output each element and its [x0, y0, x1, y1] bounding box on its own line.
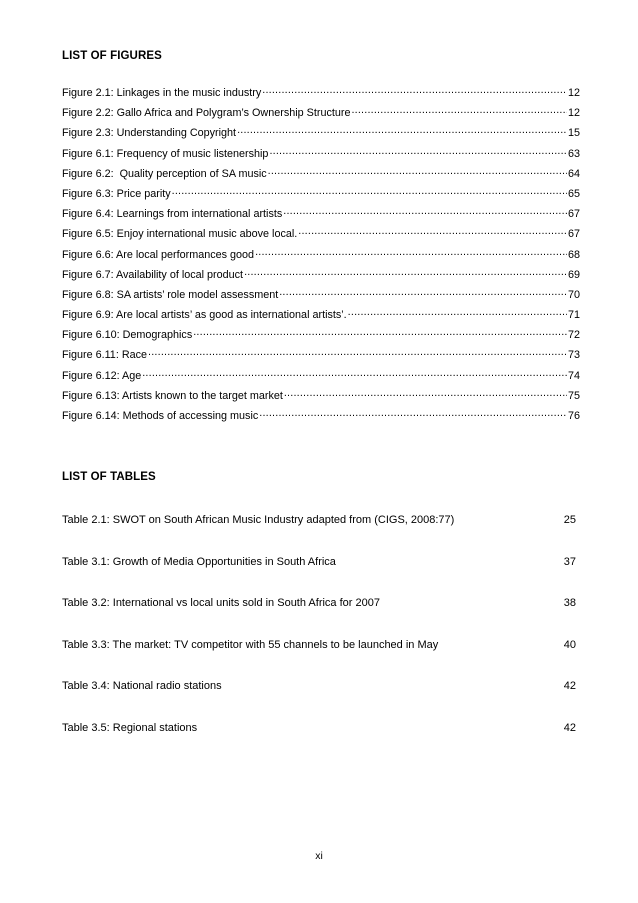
dot-leader — [259, 407, 567, 419]
figure-title: Figure 2.2: Gallo Africa and Polygram’s Ownership Structure — [62, 107, 351, 120]
table-title: Table 2.1: SWOT on South African Music Industry adapted from (CIGS, 2008:77) — [62, 514, 455, 526]
figure-entry — [62, 326, 580, 346]
table-title: Table 3.2: International vs local units sold in South Africa for 2007 — [62, 597, 380, 610]
figure-entry — [62, 387, 580, 407]
dot-leader — [284, 387, 567, 399]
dot-leader — [348, 306, 567, 318]
figure-page-number: 71 — [567, 309, 580, 322]
table-entry — [62, 597, 576, 639]
figure-title: Figure 2.1: Linkages in the music industry — [62, 87, 262, 99]
figure-title: Figure 6.6: Are local performances good — [62, 248, 255, 261]
figure-entry — [62, 346, 580, 366]
figure-title: Figure 6.4: Learnings from international artists — [62, 208, 283, 221]
dot-leader — [279, 286, 567, 298]
figure-entry — [62, 246, 580, 266]
figure-entry — [62, 124, 580, 144]
dot-leader — [298, 225, 567, 237]
figure-title: Figure 6.9: Are local artists’ as good as international artists’. — [62, 309, 347, 322]
figure-title: Figure 6.3: Price parity — [62, 187, 171, 200]
figure-page-number: 68 — [567, 248, 580, 261]
table-title: Table 3.1: Growth of Media Opportunities in South Africa — [62, 555, 336, 568]
figure-title: Figure 6.10: Demographics — [62, 329, 193, 342]
dot-leader — [193, 326, 567, 338]
figure-page-number: 75 — [567, 389, 580, 402]
figure-page-number: 72 — [567, 329, 580, 342]
dot-leader — [172, 185, 567, 197]
dot-leader — [262, 84, 567, 96]
figure-title: Figure 2.3: Understanding Copyright — [62, 127, 237, 140]
dot-leader — [268, 165, 567, 177]
dot-leader — [244, 266, 567, 278]
table-title: Table 3.3: The market: TV competitor with 55 channels to be launched in May — [62, 638, 439, 651]
figure-page-number: 67 — [567, 228, 580, 241]
page-number: xi — [315, 850, 323, 862]
table-page-number: 42 — [563, 721, 576, 734]
figure-title: Figure 6.11: Race — [62, 349, 148, 362]
figure-title: Figure 6.14: Methods of accessing music — [62, 410, 259, 422]
dot-leader — [269, 145, 567, 157]
figure-page-number: 63 — [567, 147, 580, 160]
figure-page-number: 70 — [567, 288, 580, 301]
table-entry — [62, 680, 576, 722]
table-entry — [62, 556, 576, 598]
tables-list — [62, 514, 576, 764]
table-entry — [62, 722, 576, 764]
figure-page-number: 12 — [567, 87, 580, 99]
figure-entry — [62, 367, 580, 387]
dot-leader — [148, 346, 567, 358]
table-entry — [62, 514, 576, 556]
figure-title: Figure 6.1: Frequency of music listenership — [62, 147, 269, 160]
figure-page-number: 64 — [567, 167, 580, 180]
figure-entry — [62, 165, 580, 185]
figure-entry — [62, 407, 580, 427]
figure-page-number: 65 — [567, 187, 580, 200]
figure-title: Figure 6.7: Availability of local product — [62, 268, 244, 281]
figure-entry — [62, 286, 580, 306]
figure-entry — [62, 306, 580, 326]
dot-leader — [142, 367, 567, 379]
dot-leader — [237, 124, 567, 136]
figure-page-number: 73 — [567, 349, 580, 362]
dot-leader — [255, 246, 567, 258]
table-page-number: 42 — [563, 680, 576, 693]
figure-entry — [62, 145, 580, 165]
figure-title: Figure 6.8: SA artists’ role model assessment — [62, 288, 279, 301]
figure-page-number: 15 — [567, 127, 580, 140]
table-page-number: 40 — [563, 638, 576, 651]
figure-page-number: 69 — [567, 268, 580, 281]
figure-entry — [62, 104, 580, 124]
table-entry — [62, 639, 576, 681]
figure-title: Figure 6.12: Age — [62, 369, 142, 382]
figure-page-number: 76 — [567, 410, 580, 422]
figure-title: Figure 6.2: Quality perception of SA music — [62, 167, 267, 180]
table-page-number: 37 — [563, 555, 576, 568]
table-title: Table 3.5: Regional stations — [62, 721, 198, 734]
figure-entry — [62, 266, 580, 286]
list-of-tables-heading: LIST OF TABLES — [62, 471, 156, 483]
figure-entry — [62, 84, 580, 104]
figure-entry — [62, 185, 580, 205]
figure-entry — [62, 225, 580, 245]
dot-leader — [351, 104, 567, 116]
figure-entry — [62, 205, 580, 225]
dot-leader — [283, 205, 567, 217]
figure-page-number: 74 — [567, 369, 580, 382]
figures-list — [62, 84, 580, 427]
figure-page-number: 67 — [567, 208, 580, 221]
table-page-number: 25 — [563, 514, 576, 526]
figure-title: Figure 6.13: Artists known to the target market — [62, 389, 283, 402]
figure-title: Figure 6.5: Enjoy international music above local. — [62, 228, 298, 241]
list-of-figures-heading: LIST OF FIGURES — [62, 50, 162, 62]
table-title: Table 3.4: National radio stations — [62, 680, 222, 693]
figure-page-number: 12 — [567, 107, 580, 120]
table-page-number: 38 — [563, 597, 576, 610]
